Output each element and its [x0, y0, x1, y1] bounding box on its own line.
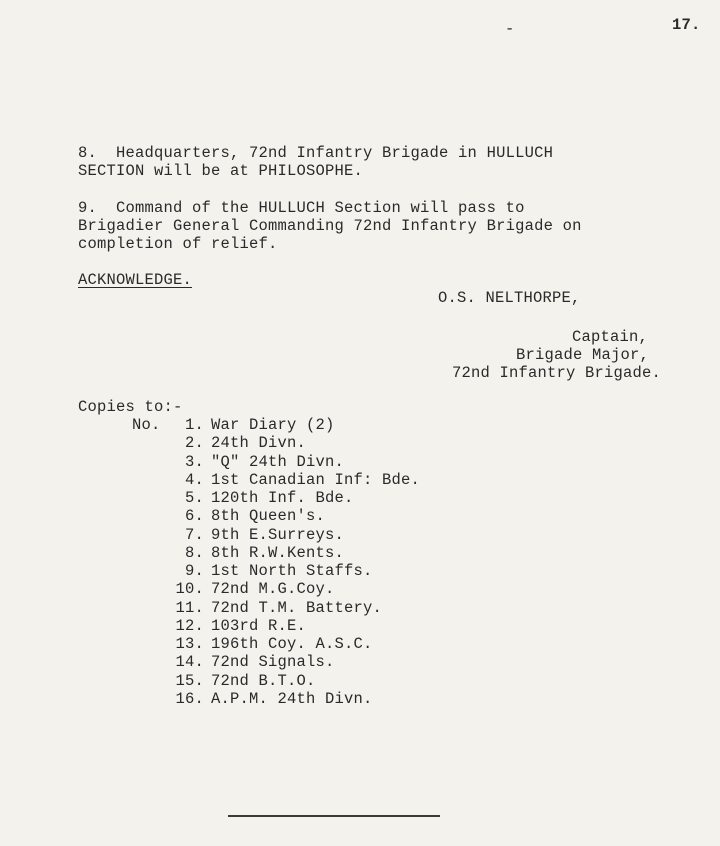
copy-recipient: A.P.M. 24th Divn. [211, 689, 373, 708]
signature-rank: Captain, [572, 328, 649, 346]
copy-number: 8. [184, 543, 204, 562]
copy-recipient: 8th Queen's. [211, 507, 326, 526]
acknowledge-line: ACKNOWLEDGE. [78, 271, 193, 289]
copies-prefix: No. [132, 416, 161, 434]
paragraph-8-line-2: SECTION will be at PHILOSOPHE. [78, 162, 364, 180]
copy-number: 14. [175, 653, 204, 672]
copy-number: 1. [184, 416, 204, 434]
copy-recipient: "Q" 24th Divn. [211, 452, 345, 471]
copy-number: 15. [175, 671, 204, 690]
signature-name: O.S. NELTHORPE, [438, 289, 581, 307]
copy-number: 6. [184, 507, 204, 526]
copy-number: 3. [184, 452, 204, 471]
copy-recipient: 1st Canadian Inf: Bde. [211, 470, 421, 489]
signature-role: Brigade Major, [516, 346, 650, 364]
copy-recipient: 120th Inf. Bde. [211, 489, 354, 507]
copy-number: 16. [175, 689, 204, 708]
copy-number: 11. [175, 598, 204, 617]
copy-recipient: 9th E.Surreys. [211, 525, 345, 544]
copy-number: 7. [184, 525, 204, 544]
copy-number: 12. [175, 616, 204, 635]
copy-number: 2. [184, 434, 204, 453]
copy-number: 9. [184, 562, 204, 580]
copy-recipient: 72nd T.M. Battery. [211, 598, 383, 617]
copy-recipient: 103rd R.E. [211, 616, 307, 635]
closing-rule [228, 815, 440, 817]
copy-recipient: 24th Divn. [211, 434, 307, 453]
copy-number: 4. [184, 470, 204, 489]
copy-number: 10. [175, 580, 204, 599]
paragraph-9-line-2: Brigadier General Commanding 72nd Infantry Brigade on [78, 217, 582, 235]
copy-recipient: 72nd B.T.O. [211, 671, 316, 690]
paragraph-9-line-1: 9. Command of the HULLUCH Section will pass to [78, 199, 525, 217]
signature-unit: 72nd Infantry Brigade. [452, 364, 662, 382]
copy-recipient: 8th R.W.Kents. [211, 543, 345, 562]
copy-recipient: 1st North Staffs. [211, 562, 373, 580]
copy-recipient: 72nd M.G.Coy. [211, 580, 335, 599]
paragraph-9-line-3: completion of relief. [78, 235, 278, 253]
copy-recipient: War Diary (2) [211, 416, 335, 434]
copy-number: 5. [184, 489, 204, 507]
page-number: 17. [672, 16, 701, 34]
header-mark: - [505, 20, 515, 38]
paragraph-8-line-1: 8. Headquarters, 72nd Infantry Brigade in HULLUCH [78, 144, 554, 162]
copies-heading: Copies to:- [78, 398, 183, 416]
copy-number: 13. [175, 635, 204, 653]
copy-recipient: 72nd Signals. [211, 653, 335, 672]
copy-recipient: 196th Coy. A.S.C. [211, 635, 373, 653]
